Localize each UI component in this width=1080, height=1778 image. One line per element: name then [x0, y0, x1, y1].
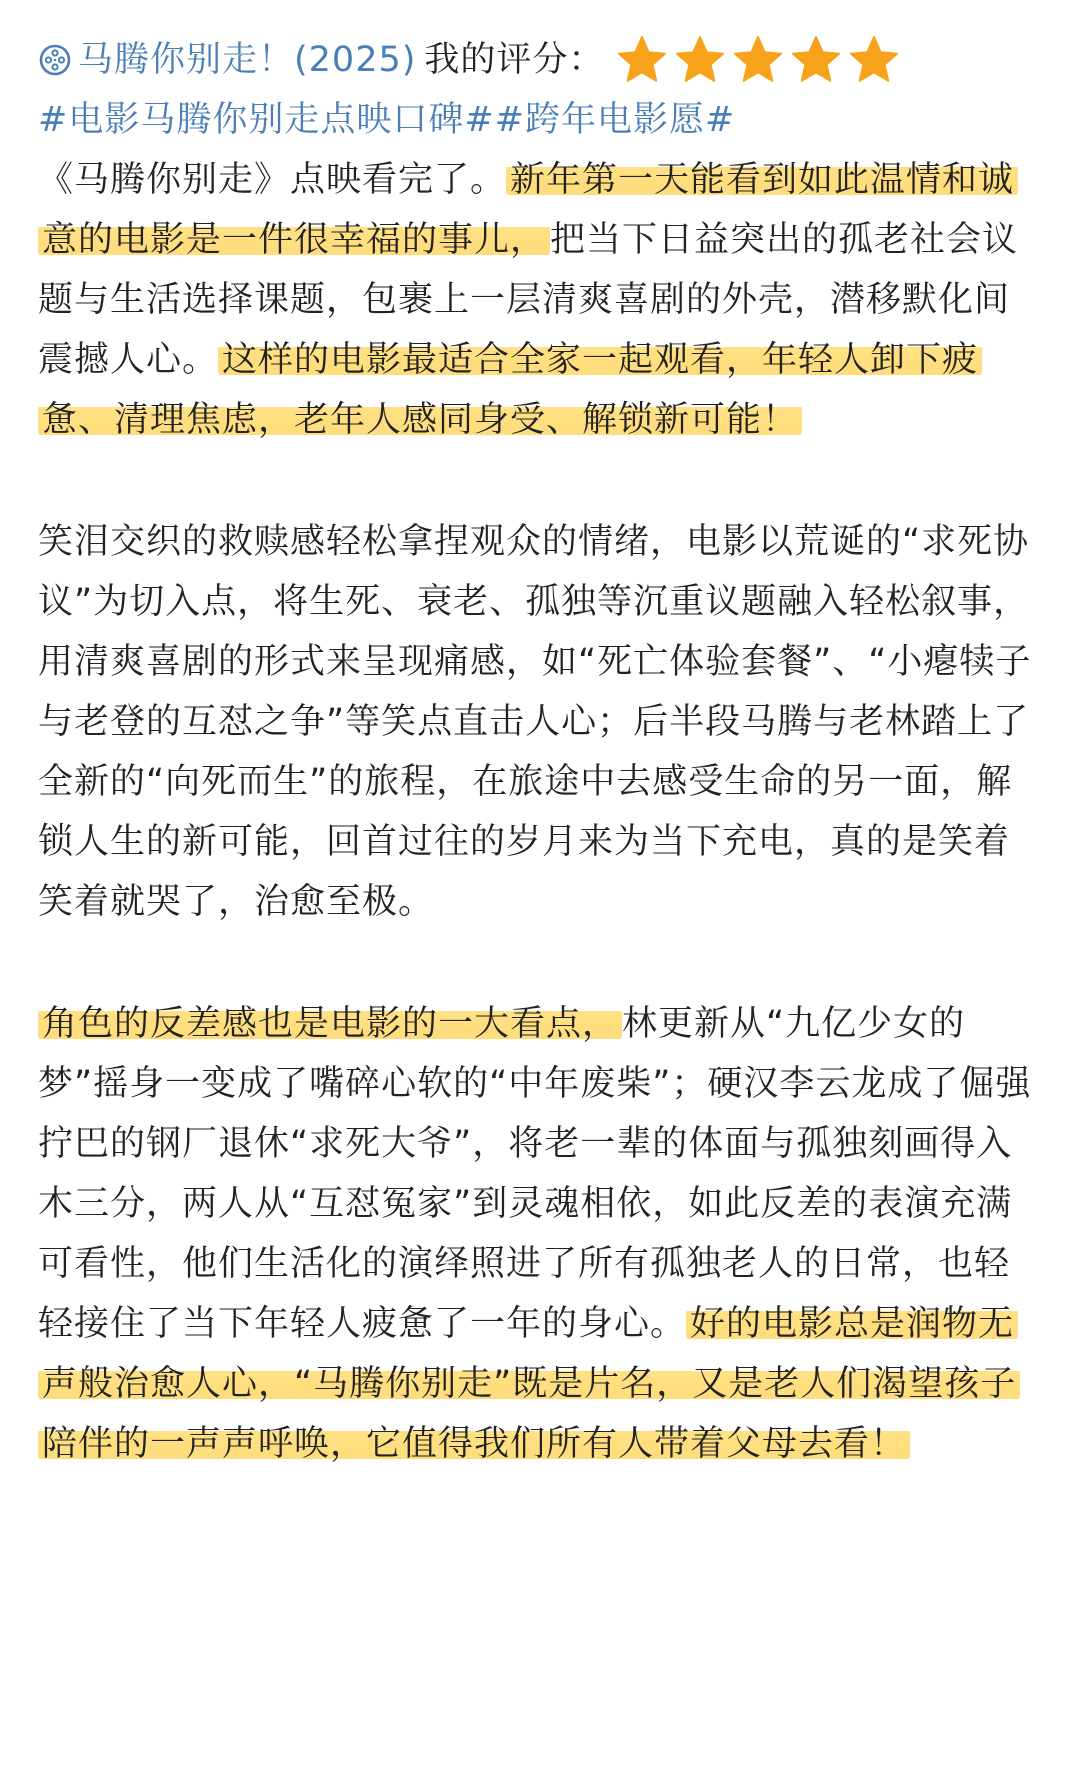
paragraph-spacer: [38, 932, 1038, 994]
rating-label: 我的评分：: [424, 40, 605, 80]
paragraph-1: [38, 150, 1038, 450]
post-content: [38, 30, 1038, 1474]
star-icon: [790, 34, 842, 86]
star-icon: [674, 34, 726, 86]
paragraph-3-highlight-2: 好的电影总是润物无声般治愈人心，“马腾你别走”既是片名，又是老人们渴望孩子陪伴的一声声呼唤，它值得我们所有人带着父母去看！: [38, 1304, 1020, 1464]
paragraph-3-sentence-2: 林更新从“九亿少女的梦”摇身一变成了嘴碎心软的“中年废柴”；硬汉李云龙成了倔强拧巴的钢厂退休“求死大爷”，将老一辈的体面与孤独刻画得入木三分，两人从“互怼冤家”到灵魂相依，如此反差的表演充满可看性，他们生活化的演绎照进了所有孤独老人的日常，也轻轻接住了当下年轻人疲惫了一年的身心。: [38, 1004, 1032, 1344]
paragraph-2: 笑泪交织的救赎感轻松拿捏观众的情绪，电影以荒诞的“求死协议”为切入点，将生死、衰老、孤独等沉重议题融入轻松叙事，用清爽喜剧的形式来呈现痛感，如“死亡体验套餐”、“小瘪犊子与老登的互怼之争”等笑点直击人心；后半段马腾与老林踏上了全新的“向死而生”的旅程，在旅途中去感受生命的另一面，解锁人生的新可能，回首过往的岁月来为当下充电，真的是笑着笑着就哭了，治愈至极。: [38, 522, 1032, 922]
paragraph-3-highlight-1: 角色的反差感也是电影的一大看点，: [38, 1004, 622, 1044]
star-icon: [732, 34, 784, 86]
star-icon: [616, 34, 668, 86]
paragraph-1-sentence-3: 把当下日益突出的孤老社会议题与生活选择课题，包裹上一层清爽喜剧的外壳，潜移默化间震撼人心。: [38, 220, 1019, 380]
hashtag-link[interactable]: #电影马腾你别走点映口碑#: [38, 100, 495, 140]
star-icon: [848, 34, 900, 86]
paragraph-1-highlight-1: 新年第一天能看到如此温情和诚意的电影是一件很幸福的事儿，: [38, 160, 1018, 260]
rating-line: [38, 30, 1038, 90]
hashtag-link[interactable]: #跨年电影愿#: [494, 100, 736, 140]
movie-reel-icon: [38, 43, 72, 77]
movie-title-link[interactable]: 马腾你别走！(2025): [78, 40, 417, 80]
paragraph-spacer: [38, 450, 1038, 512]
hashtag-line: [38, 90, 1038, 150]
rating-stars: [616, 34, 900, 86]
paragraph-3: [38, 994, 1038, 1474]
paragraph-1-sentence-1: 《马腾你别走》点映看完了。: [38, 160, 507, 200]
paragraph-1-highlight-2: 这样的电影最适合全家一起观看，年轻人卸下疲惫、清理焦虑，老年人感同身受、解锁新可能！: [38, 340, 982, 440]
